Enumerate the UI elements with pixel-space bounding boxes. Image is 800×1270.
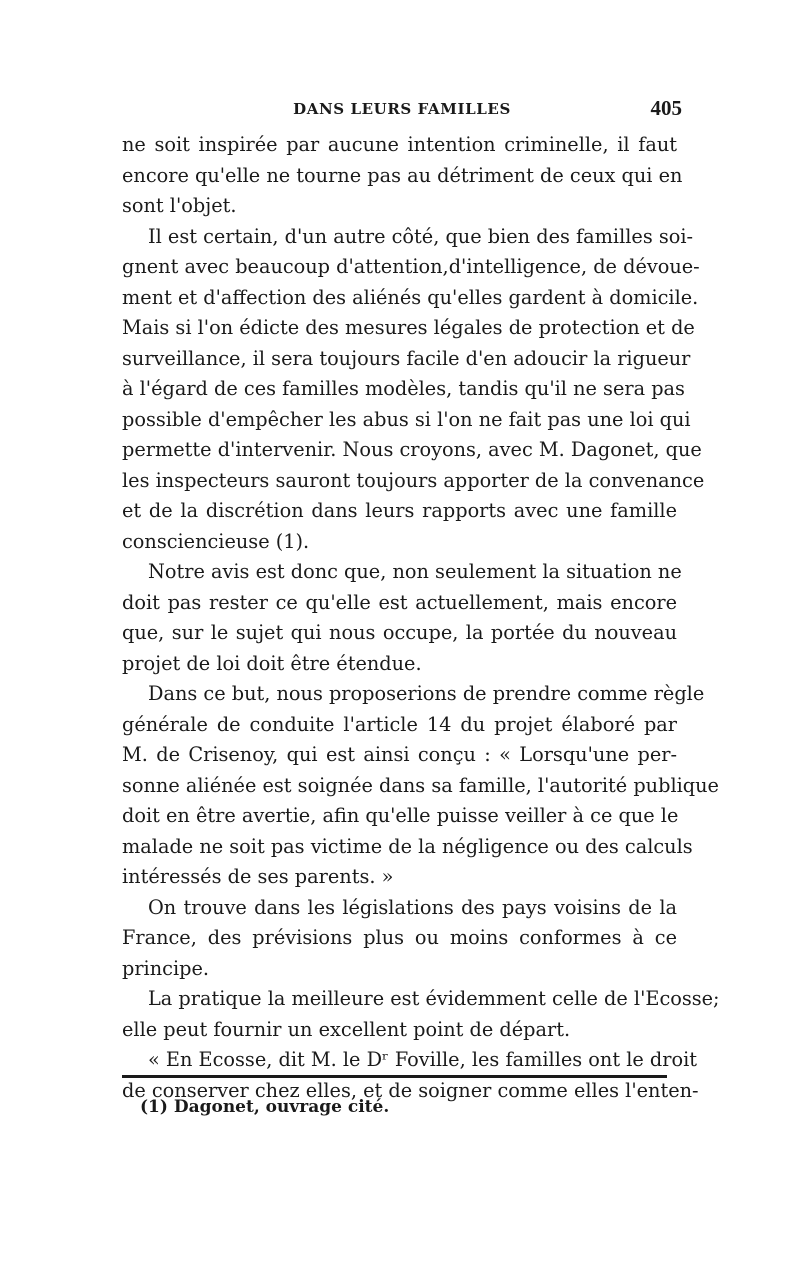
text-line: de conserver chez elles, et de soigner comme elles l'enten- [122, 1078, 699, 1102]
text-line: les inspecteurs sauront toujours apporter de la convenance [122, 468, 705, 492]
text-line: France, des prévisions plus ou moins conformes à ce [122, 926, 677, 949]
text-line: « En Ecosse, dit M. le Dʳ Foville, les familles ont le droit [148, 1048, 697, 1071]
text-line: Mais si l'on édicte des mesures légales de protection et de [122, 316, 695, 339]
text-line: surveillance, il sera toujours facile d'en adoucir la rigueur [122, 346, 691, 370]
body-text [122, 130, 720, 1106]
text-line: encore qu'elle ne tourne pas au détriment de ceux qui en [122, 163, 683, 187]
page-number: 405 [650, 96, 682, 120]
text-line: et de la discrétion dans leurs rapports avec une famille [122, 499, 677, 522]
text-line: ne soit inspirée par aucune intention criminelle, il faut [122, 133, 677, 156]
text-line: Notre avis est donc que, non seulement la situation ne [148, 560, 682, 583]
text-line: à l'égard de ces familles modèles, tandis qu'il ne sera pas [122, 377, 685, 400]
text-line: projet de loi doit être étendue. [122, 651, 422, 675]
text-line: ment et d'affection des aliénés qu'elles gardent à domicile. [122, 285, 699, 309]
text-line: sont l'objet. [122, 194, 237, 217]
text-line: malade ne soit pas victime de la négligence ou des calculs [122, 834, 693, 858]
text-line: que, sur le sujet qui nous occupe, la portée du nouveau [122, 621, 677, 644]
text-line: La pratique la meilleure est évidemment celle de l'Ecosse; [148, 987, 720, 1010]
text-line: intéressés de ses parents. » [122, 865, 394, 888]
text-line: générale de conduite l'article 14 du projet élaboré par [122, 712, 677, 736]
text-line: doit pas rester ce qu'elle est actuellement, mais encore [122, 590, 677, 614]
text-line: Il est certain, d'un autre côté, que bien des familles soi- [148, 224, 694, 248]
running-head: DANS LEURS FAMILLES [293, 100, 511, 118]
text-line: Dans ce but, nous proposerions de prendre comme règle [148, 682, 705, 705]
footnote: (1) Dagonet, ouvrage cité. [140, 1097, 390, 1117]
text-line: M. de Crisenoy, qui est ainsi conçu : « Lorsqu'une per- [122, 743, 677, 766]
page-header [122, 96, 682, 126]
text-line: permette d'intervenir. Nous croyons, avec M. Dagonet, que [122, 438, 702, 461]
text-line: sonne aliénée est soignée dans sa famille, l'autorité publique [122, 773, 719, 797]
text-line: gnent avec beaucoup d'attention,d'intelligence, de dévoue- [122, 255, 700, 278]
text-line: elle peut fournir un excellent point de départ. [122, 1017, 571, 1041]
text-line: On trouve dans les législations des pays voisins de la [148, 895, 677, 919]
text-line: possible d'empêcher les abus si l'on ne fait pas une loi qui [122, 407, 691, 431]
text-line: consciencieuse (1). [122, 529, 310, 553]
text-line: doit en être avertie, afin qu'elle puisse veiller à ce que le [122, 804, 679, 827]
footnote-rule [122, 1075, 667, 1078]
text-line: principe. [122, 956, 209, 980]
